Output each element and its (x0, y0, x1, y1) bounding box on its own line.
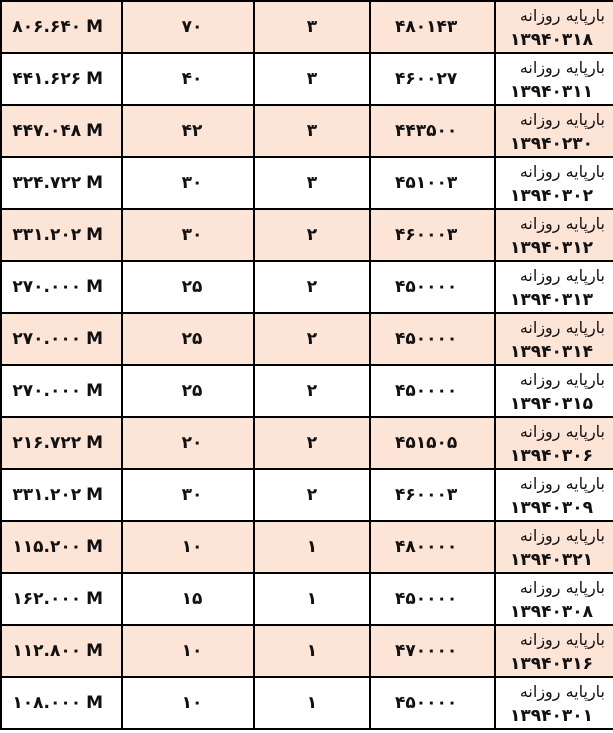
desc-cell (495, 469, 613, 521)
date-text: ۱۳۹۴۰۳۱۶ (509, 654, 593, 674)
table-row (1, 157, 613, 209)
amount-cell (1, 469, 122, 521)
qty-cell: ۱ (254, 625, 370, 677)
days-cell: ۴۲ (122, 105, 254, 157)
qty-cell: ۳ (254, 53, 370, 105)
amount-cell (1, 417, 122, 469)
qty-cell: ۲ (254, 417, 370, 469)
desc-cell (495, 365, 613, 417)
date-text: ۱۳۹۴۰۳۰۶ (509, 446, 593, 466)
listing-table-body (1, 1, 613, 729)
table-row (1, 105, 613, 157)
desc-text: بارپایه روزانه (519, 474, 605, 493)
date-text: ۱۳۹۴۰۳۱۲ (509, 238, 593, 258)
amount-cell (1, 313, 122, 365)
qty-cell: ۲ (254, 469, 370, 521)
desc-text: بارپایه روزانه (519, 526, 605, 545)
date-text: ۱۳۹۴۰۳۲۱ (509, 550, 593, 570)
desc-text: بارپایه روزانه (519, 162, 605, 181)
table-row (1, 417, 613, 469)
qty-cell: ۱ (254, 521, 370, 573)
amount-cell (1, 157, 122, 209)
date-text: ۱۳۹۴۰۳۰۱ (509, 706, 593, 726)
amount-unit: M (86, 433, 103, 453)
qty-cell: ۱ (254, 573, 370, 625)
amount-value: ۴۴۷.۰۴۸ (12, 121, 82, 141)
date-text: ۱۳۹۴۰۳۱۴ (509, 342, 593, 362)
amount-unit: M (86, 173, 103, 193)
amount-value: ۲۱۶.۷۲۲ (12, 433, 82, 453)
table-row (1, 209, 613, 261)
amount-unit: M (86, 329, 103, 349)
amount-unit: M (86, 69, 103, 89)
days-cell: ۲۰ (122, 417, 254, 469)
date-text: ۱۳۹۴۰۳۱۱ (509, 82, 593, 102)
amount-cell (1, 1, 122, 53)
table-row (1, 521, 613, 573)
amount-value: ۳۳۱.۲۰۲ (12, 485, 82, 505)
code-cell: ۴۶۰۰۰۳ (370, 469, 495, 521)
desc-cell (495, 677, 613, 729)
amount-unit: M (86, 121, 103, 141)
qty-cell: ۲ (254, 209, 370, 261)
desc-text: بارپایه روزانه (519, 422, 605, 441)
table-row (1, 261, 613, 313)
table-row (1, 573, 613, 625)
table-row (1, 53, 613, 105)
amount-value: ۱۱۲.۸۰۰ (12, 641, 82, 661)
days-cell: ۴۰ (122, 53, 254, 105)
amount-value: ۳۳۱.۲۰۲ (12, 225, 82, 245)
amount-unit: M (86, 641, 103, 661)
amount-unit: M (86, 485, 103, 505)
qty-cell: ۳ (254, 105, 370, 157)
date-text: ۱۳۹۴۰۳۱۸ (509, 30, 593, 50)
amount-value: ۴۴۱.۶۲۶ (12, 69, 82, 89)
code-cell: ۴۴۳۵۰۰ (370, 105, 495, 157)
days-cell: ۲۵ (122, 313, 254, 365)
qty-cell: ۳ (254, 157, 370, 209)
code-cell: ۴۷۰۰۰۰ (370, 625, 495, 677)
desc-text: بارپایه روزانه (519, 6, 605, 25)
desc-text: بارپایه روزانه (519, 630, 605, 649)
desc-cell (495, 625, 613, 677)
qty-cell: ۱ (254, 677, 370, 729)
desc-text: بارپایه روزانه (519, 370, 605, 389)
date-text: ۱۳۹۴۰۳۰۸ (509, 602, 593, 622)
amount-unit: M (86, 381, 103, 401)
amount-unit: M (86, 693, 103, 713)
amount-cell (1, 105, 122, 157)
qty-cell: ۲ (254, 365, 370, 417)
amount-cell (1, 365, 122, 417)
code-cell: ۴۵۰۰۰۰ (370, 261, 495, 313)
amount-cell (1, 261, 122, 313)
desc-text: بارپایه روزانه (519, 578, 605, 597)
qty-cell: ۲ (254, 261, 370, 313)
amount-value: ۲۷۰.۰۰۰ (12, 329, 82, 349)
amount-value: ۱۶۲.۰۰۰ (12, 589, 82, 609)
days-cell: ۱۰ (122, 521, 254, 573)
desc-text: بارپایه روزانه (519, 214, 605, 233)
amount-value: ۱۰۸.۰۰۰ (12, 693, 82, 713)
date-text: ۱۳۹۴۰۳۰۲ (509, 186, 593, 206)
amount-unit: M (86, 17, 103, 37)
days-cell: ۱۰ (122, 625, 254, 677)
desc-cell (495, 521, 613, 573)
desc-cell (495, 261, 613, 313)
amount-value: ۲۷۰.۰۰۰ (12, 277, 82, 297)
days-cell: ۲۵ (122, 261, 254, 313)
desc-text: بارپایه روزانه (519, 682, 605, 701)
qty-cell: ۲ (254, 313, 370, 365)
date-text: ۱۳۹۴۰۳۰۹ (509, 498, 593, 518)
days-cell: ۱۵ (122, 573, 254, 625)
desc-cell (495, 1, 613, 53)
days-cell: ۳۰ (122, 209, 254, 261)
date-text: ۱۳۹۴۰۲۳۰ (509, 134, 593, 154)
desc-text: بارپایه روزانه (519, 318, 605, 337)
table-row (1, 469, 613, 521)
days-cell: ۱۰ (122, 677, 254, 729)
amount-unit: M (86, 225, 103, 245)
desc-cell (495, 313, 613, 365)
code-cell: ۴۵۰۰۰۰ (370, 573, 495, 625)
table-row (1, 365, 613, 417)
amount-cell (1, 521, 122, 573)
code-cell: ۴۵۱۵۰۵ (370, 417, 495, 469)
qty-cell: ۳ (254, 1, 370, 53)
desc-cell (495, 53, 613, 105)
amount-cell (1, 625, 122, 677)
amount-value: ۳۲۴.۷۲۲ (12, 173, 82, 193)
table-row (1, 1, 613, 53)
code-cell: ۴۸۰۰۰۰ (370, 521, 495, 573)
code-cell: ۴۵۰۰۰۰ (370, 365, 495, 417)
desc-cell (495, 157, 613, 209)
table-row (1, 625, 613, 677)
desc-cell (495, 417, 613, 469)
amount-value: ۲۷۰.۰۰۰ (12, 381, 82, 401)
days-cell: ۲۵ (122, 365, 254, 417)
amount-cell (1, 677, 122, 729)
code-cell: ۴۵۱۰۰۳ (370, 157, 495, 209)
days-cell: ۳۰ (122, 469, 254, 521)
desc-text: بارپایه روزانه (519, 266, 605, 285)
amount-unit: M (86, 277, 103, 297)
days-cell: ۷۰ (122, 1, 254, 53)
date-text: ۱۳۹۴۰۳۱۵ (509, 394, 593, 414)
amount-unit: M (86, 537, 103, 557)
code-cell: ۴۵۰۰۰۰ (370, 313, 495, 365)
desc-cell (495, 209, 613, 261)
table-row (1, 677, 613, 729)
amount-cell (1, 209, 122, 261)
amount-value: ۸۰۶.۶۴۰ (12, 17, 82, 37)
amount-cell (1, 53, 122, 105)
code-cell: ۴۸۰۱۴۳ (370, 1, 495, 53)
days-cell: ۳۰ (122, 157, 254, 209)
code-cell: ۴۶۰۰۲۷ (370, 53, 495, 105)
table-row (1, 313, 613, 365)
desc-text: بارپایه روزانه (519, 110, 605, 129)
amount-cell (1, 573, 122, 625)
code-cell: ۴۶۰۰۰۳ (370, 209, 495, 261)
date-text: ۱۳۹۴۰۳۱۳ (509, 290, 593, 310)
amount-value: ۱۱۵.۲۰۰ (12, 537, 82, 557)
desc-text: بارپایه روزانه (519, 58, 605, 77)
desc-cell (495, 573, 613, 625)
desc-cell (495, 105, 613, 157)
code-cell: ۴۵۰۰۰۰ (370, 677, 495, 729)
amount-unit: M (86, 589, 103, 609)
